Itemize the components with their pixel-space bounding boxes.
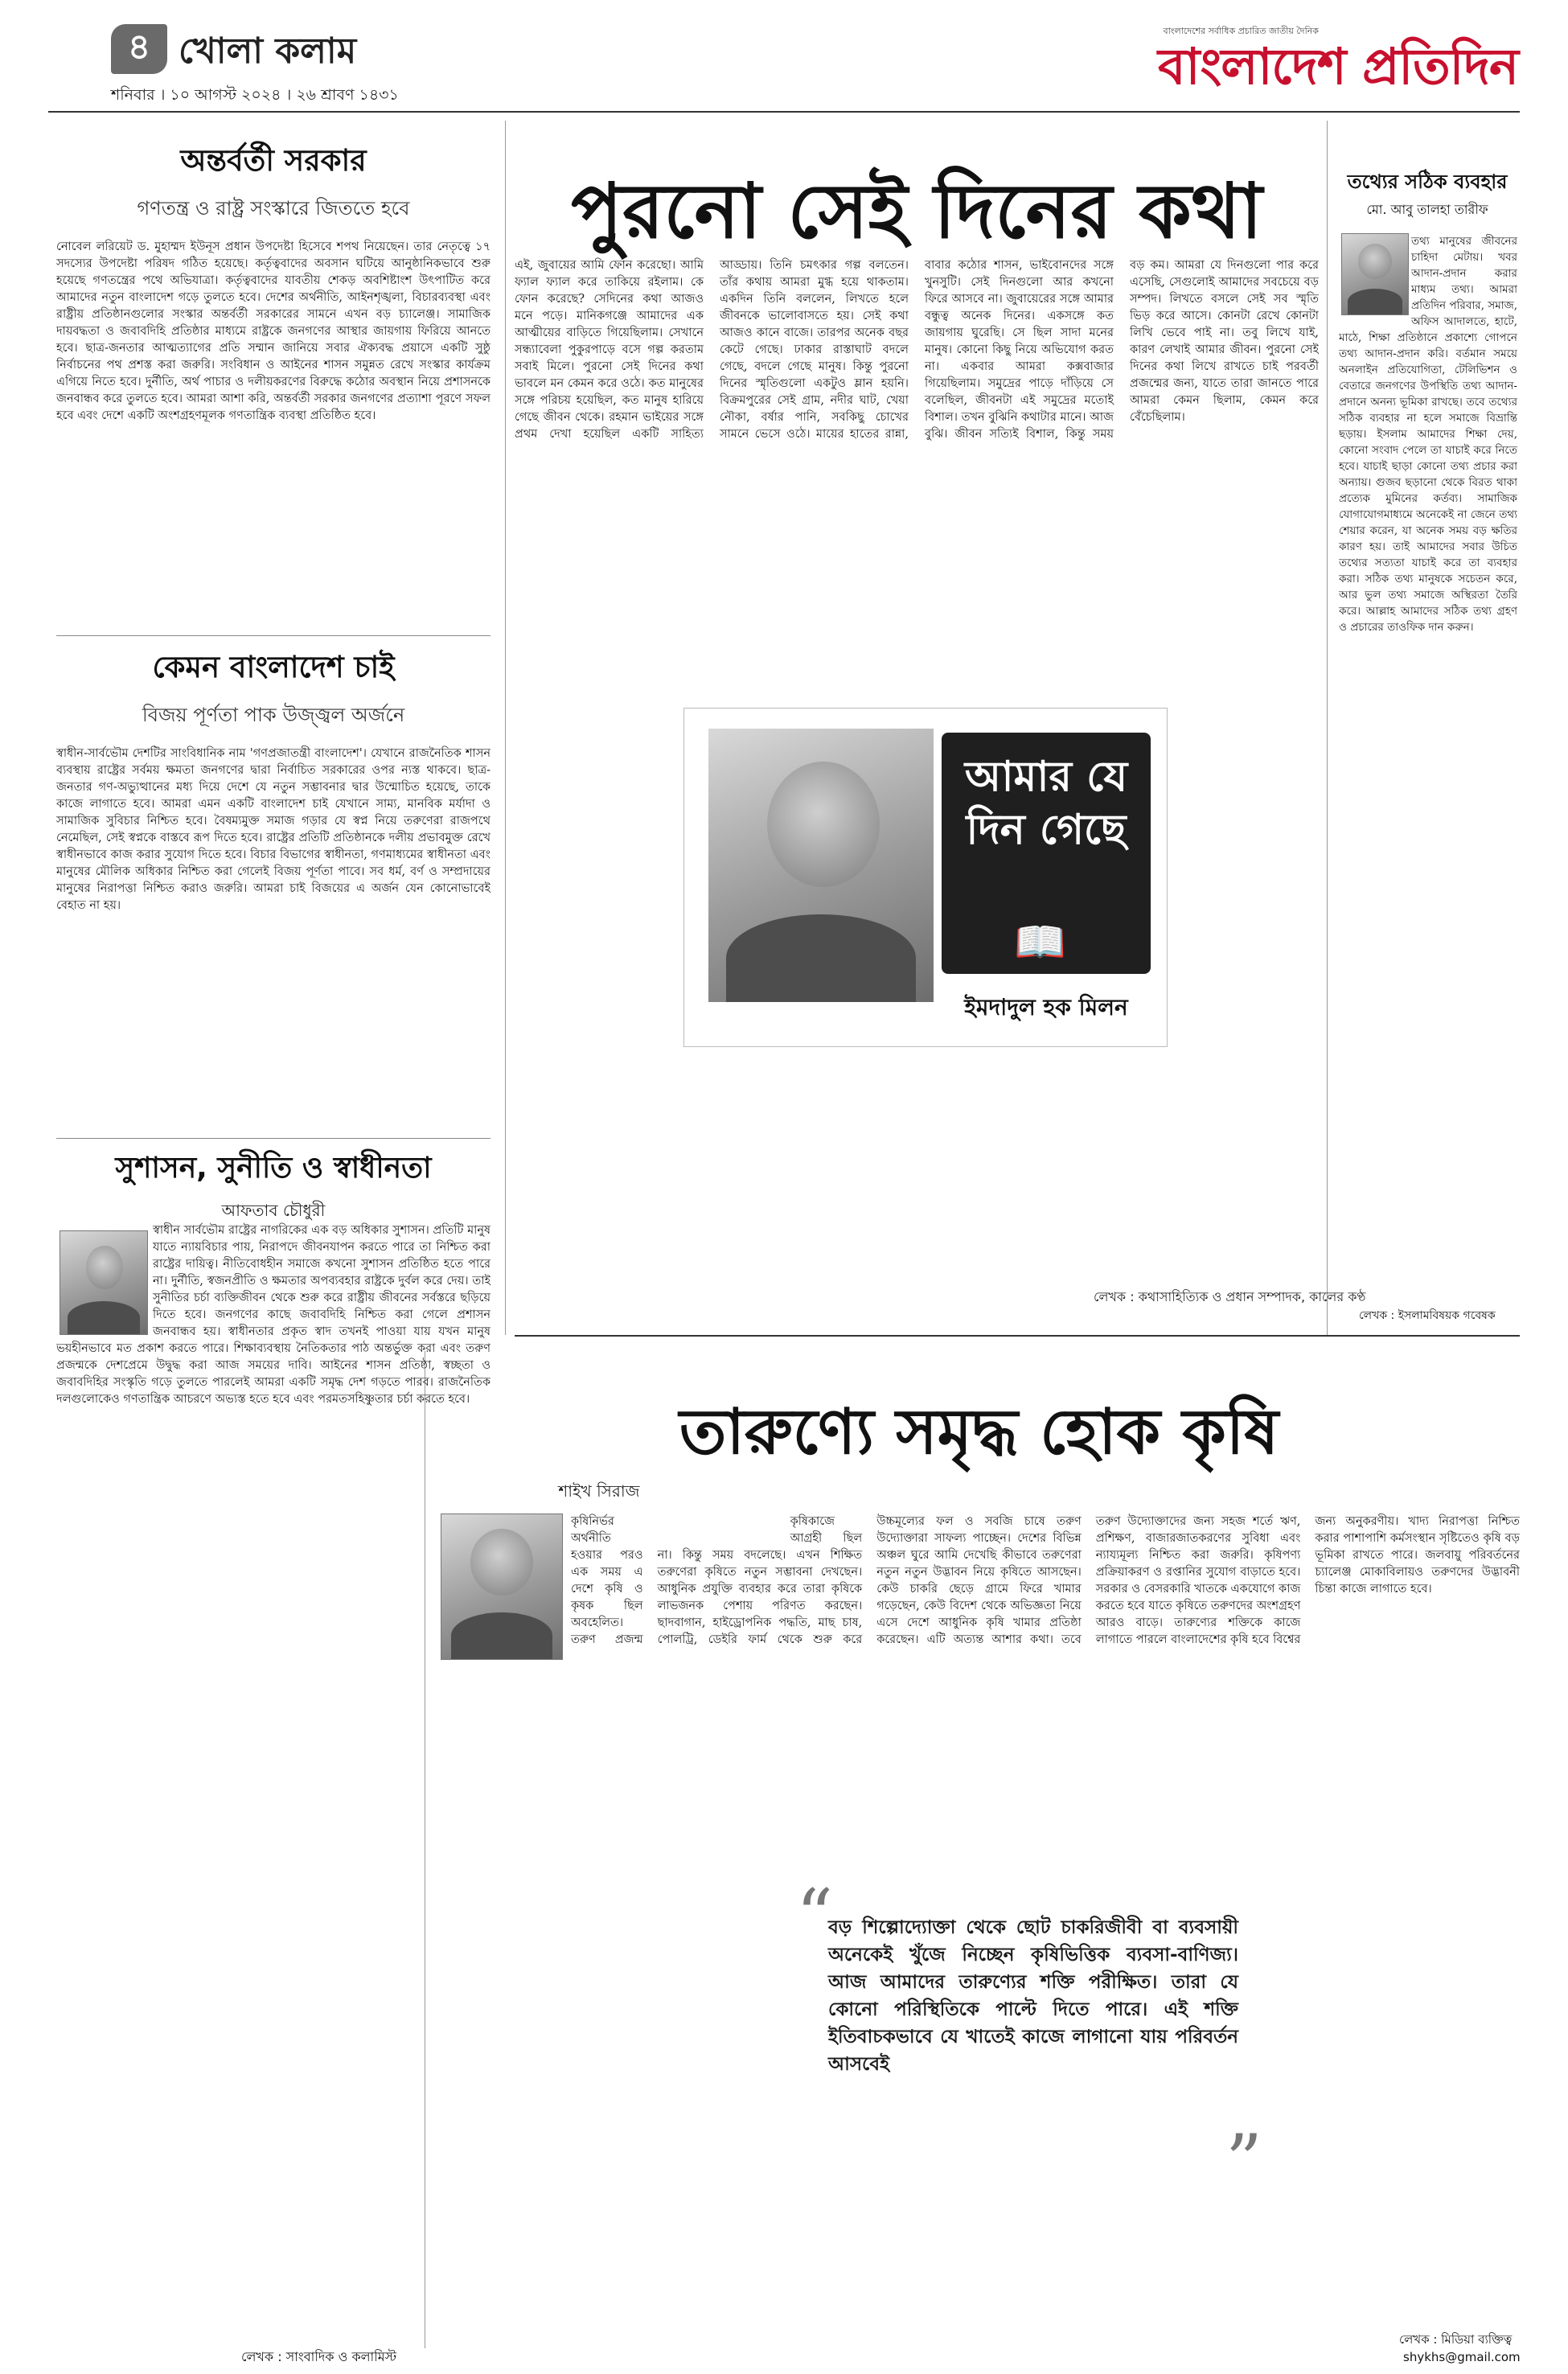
column-right-body: তথ্য মানুষের জীবনের চাহিদা মেটায়। খবর আদান-প্রদান করার মাধ্যম তথ্য। আমরা প্রতিদিন পরিবার, সমাজ, অফিস আদালতে, হাটে, মাঠে, শিক্ষা প্রতিষ্ঠানে প্রকাশ্যে গোপনে তথ্য আদান-প্রদান করি। বর্তমান সময়ে অনলাইন প্রতিযোগিতা, টেলিভিশন ও বেতারে জনগণের উপস্থিতি তথ্য আদান-প্রদানে অনন্য ভূমিকা রাখছে। তবে তথ্যের সঠিক ব্যবহার না হলে সমাজে বিভ্রান্তি ছড়ায়। ইসলাম আমাদের শিক্ষা দেয়, কোনো সংবাদ পেলে তা যাচাই করে নিতে হবে। যাচাই ছাড়া কোনো তথ্য প্রচার করা অন্যায়। গুজব ছড়ানো থেকে বিরত থাকা প্রত্যেক মুমিনের কর্তব্য। সামাজিক যোগাযোগমাধ্যমে অনেকেই না জেনে তথ্য শেয়ার করেন, যা অনেক সময় বড় ক্ষতির কারণ হয়। তাই আমাদের সবার উচিত তথ্যের সত্যতা যাচাই করে তা ব্যবহার করা। সঠিক তথ্য মানুষকে সচেতন করে, আর ভুল তথ্য সমাজে অস্থিরতা তৈরি করে। আল্লাহ আমাদের সঠিক তথ্য গ্রহণ ও প্রচারের তাওফিক দান করুন। (1339, 235, 1517, 634)
header-divider (48, 111, 1520, 113)
main-feature-body: এই, জুবায়ের আমি ফোন করেছো। আমি ফ্যাল ফ্যাল করে তাকিয়ে রইলাম। কে ফোন করেছে? সেদিনের কথা আজও মনে পড়ে। মানিকগঞ্জে আমাদের এক আত্মীয়ের বাড়িতে গিয়েছিলাম। সেখানে সন্ধ্যাবেলা পুকুরপাড়ে বসে গল্প করতাম সবাই মিলে। পুরনো সেই দিনের কথা ভাবলে মন কেমন করে ওঠে। কত মানুষের সঙ্গে পরিচয় হয়েছিল, কত মানুষ হারিয়ে গেছে জীবন থেকে। রহমান ভাইয়ের সঙ্গে প্রথম দেখা হয়েছিল একটি সাহিত্য আড্ডায়। তিনি চমৎকার গল্প বলতেন। তাঁর কথায় আমরা মুগ্ধ হয়ে থাকতাম। একদিন তিনি বললেন, লিখতে হলে জীবনকে ভালোবাসতে হয়। সেই কথা আজও কানে বাজে। তারপর অনেক বছর কেটে গেছে। ঢাকার রাস্তাঘাট বদলে গেছে, বদলে গেছে মানুষ। কিন্তু পুরনো দিনের স্মৃতিগুলো একটুও ম্লান হয়নি। বিক্রমপুরের সেই গ্রাম, নদীর ঘাট, খেয়া নৌকা, বর্ষার পানি, সবকিছু চোখের সামনে ভেসে ওঠে। মায়ের হাতের রান্না, বাবার কঠোর শাসন, ভাইবোনদের সঙ্গে খুনসুটি। সেই দিনগুলো আর কখনো ফিরে আসবে না। জুবায়েরের সঙ্গে আমার বন্ধুত্ব অনেক দিনের। একসঙ্গে কত জায়গায় ঘুরেছি। সে ছিল সাদা মনের মানুষ। কোনো কিছু নিয়ে অভিযোগ করত না। একবার আমরা কক্সবাজার গিয়েছিলাম। সমুদ্রের পাড়ে দাঁড়িয়ে সে বলেছিল, জীবনটা এই সমুদ্রের মতোই বিশাল। তখন বুঝিনি কথাটার মানে। আজ বুঝি। জীবন সত্যিই বিশাল, কিন্তু সময় বড় কম। আমরা যে দিনগুলো পার করে এসেছি, সেগুলোই আমাদের সবচেয়ে বড় সম্পদ। লিখতে বসলে সেই সব স্মৃতি ভিড় করে আসে। কোনটা রেখে কোনটা লিখি ভেবে পাই না। তবু লিখে যাই, কারণ লেখাই আমার জীবন। পুরনো সেই দিনের কথা লিখে রাখতে চাই পরবর্তী প্রজন্মের জন্য, যাতে তারা জানতে পারে আমরা কেমন ছিলাম, কেমন করে বেঁচেছিলাম। (515, 259, 1319, 441)
feature-graphic-box (683, 708, 1168, 1047)
column-left-title: সুশাসন, সুনীতি ও স্বাধীনতা (115, 1152, 432, 1185)
bottom-feature-signature: লেখক : মিডিয়া ব্যক্তিত্ব (1399, 2332, 1513, 2347)
bottom-feature-title: তারুণ্যে সমৃদ্ধ হোক কৃষি (679, 1396, 1279, 1468)
issue-date: শনিবার । ১০ আগস্ট ২০২৪ । ২৬ শ্রাবণ ১৪৩১ (111, 86, 399, 104)
series-title-plate (942, 733, 1151, 974)
open-quote-icon: “ (796, 1874, 834, 1958)
editorial-2-title: কেমন বাংলাদেশ চাই (152, 650, 395, 684)
editorial-2-body: স্বাধীন-সার্বভৌম দেশটির সাংবিধানিক নাম 'গণপ্রজাতন্ত্রী বাংলাদেশ'। যেখানে রাজনৈতিক শাসন ব্যবস্থায় রাষ্ট্রের সর্বময় ক্ষমতা জনগণের দ্বারা নির্বাচিত সরকারের ওপর ন্যস্ত থাকবে। ছাত্র-জনতার গণ-অভ্যুত্থানের মধ্য দিয়ে দেশে যে নতুন সম্ভাবনার দ্বার উন্মোচিত হয়েছে, তাকে কাজে লাগাতে হবে। আমরা এমন একটি বাংলাদেশ চাই যেখানে সাম্য, মানবিক মর্যাদা ও সামাজিক সুবিচার নিশ্চিত হবে। বৈষম্যমুক্ত সমাজ গড়ার যে স্বপ্ন নিয়ে তরুণেরা রাজপথে নেমেছিল, সেই স্বপ্নকে বাস্তবে রূপ দিতে হবে। রাষ্ট্রের প্রতিটি প্রতিষ্ঠানকে দলীয় প্রভাবমুক্ত রেখে স্বাধীনভাবে কাজ করার সুযোগ দিতে হবে। বিচার বিভাগের স্বাধীনতা, গণমাধ্যমের স্বাধীনতা এবং মানুষের মৌলিক অধিকার নিশ্চিত করা গেলেই বিজয় পূর্ণতা পাবে। সব ধর্ম, বর্ণ ও সম্প্রদায়ের মানুষের নিরাপত্তা নিশ্চিত করাও জরুরি। আমরা চাই বিজয়ের এ অর্জন যেন কোনোভাবেই বেহাত না হয়। (56, 747, 491, 912)
logo-tagline: বাংলাদেশের সর্বাধিক প্রচারিত জাতীয় দৈনিক (1163, 26, 1319, 36)
column-left-author: আফতাব চৌধুরী (221, 1201, 326, 1220)
editorial-1-title: অন্তর্বর্তী সরকার (180, 143, 367, 178)
section-divider (56, 635, 491, 636)
series-title: আমার যে দিন গেছে (964, 753, 1128, 854)
column-divider (505, 121, 506, 1335)
pull-quote-box (796, 1874, 1262, 2204)
column-right-title: তথ্যের সঠিক ব্যবহার (1347, 170, 1508, 193)
section-divider (515, 1335, 1520, 1337)
section-divider (56, 1138, 491, 1139)
column-left-body: স্বাধীন সার্বভৌম রাষ্ট্রের নাগরিকের এক বড় অধিকার সুশাসন। প্রতিটি মানুষ যাতে ন্যায়বিচার পায়, নিরাপদে জীবনযাপন করতে পারে তা নিশ্চিত করা রাষ্ট্রের দায়িত্ব। নীতিবোধহীন সমাজে কখনো সুশাসন প্রতিষ্ঠিত হতে পারে না। দুর্নীতি, স্বজনপ্রীতি ও ক্ষমতার অপব্যবহার রাষ্ট্রকে দুর্বল করে দেয়। তাই সুনীতির চর্চা ব্যক্তিজীবন থেকে শুরু করে রাষ্ট্রীয় জীবনের সর্বস্তরে ছড়িয়ে দিতে হবে। জনগণের কাছে জবাবদিহি নিশ্চিত করা গেলে প্রশাসন জনবান্ধব হয়। স্বাধীনতার প্রকৃত স্বাদ তখনই পাওয়া যায় যখন মানুষ ভয়হীনভাবে মত প্রকাশ করতে পারে। শিক্ষাব্যবস্থায় নৈতিকতার পাঠ অন্তর্ভুক্ত করা এবং তরুণ প্রজন্মকে দেশপ্রেমে উদ্বুদ্ধ করা আজ সময়ের দাবি। আইনের শাসন প্রতিষ্ঠা, স্বচ্ছতা ও জবাবদিহির সংস্কৃতি গড়ে তুলতে পারলেই আমরা একটি সমৃদ্ধ দেশ গড়তে পারব। রাজনৈতিক দলগুলোকেও গণতান্ত্রিক আচরণে অভ্যস্ত হতে হবে এবং পরমতসহিষ্ণুতার চর্চা করতে হবে। (56, 1224, 491, 1406)
bottom-feature-body: কৃষিনির্ভর অর্থনীতি হওয়ার পরও এক সময় এ দেশে কৃষি ও কৃষক ছিল অবহেলিত। তরুণ প্রজন্ম কৃষিকাজে আগ্রহী ছিল না। কিন্তু সময় বদলেছে। এখন শিক্ষিত তরুণেরা কৃষিতে নতুন সম্ভাবনা দেখছেন। আধুনিক প্রযুক্তি ব্যবহার করে তারা কৃষিকে লাভজনক পেশায় পরিণত করছেন। ছাদবাগান, হাইড্রোপনিক পদ্ধতি, মাছ চাষ, পোলট্রি, ডেইরি ফার্ম থেকে শুরু করে উচ্চমূল্যের ফল ও সবজি চাষে তরুণ উদ্যোক্তারা সাফল্য পাচ্ছেন। দেশের বিভিন্ন অঞ্চল ঘুরে আমি দেখেছি কীভাবে তরুণেরা নতুন নতুন উদ্ভাবন নিয়ে কৃষিতে আসছেন। কেউ চাকরি ছেড়ে গ্রামে ফিরে খামার গড়েছেন, কেউ বিদেশ থেকে অভিজ্ঞতা নিয়ে এসে দেশে আধুনিক কৃষি খামার প্রতিষ্ঠা করেছেন। এটি অত্যন্ত আশার কথা। তবে তরুণ উদ্যোক্তাদের জন্য সহজ শর্তে ঋণ, প্রশিক্ষণ, বাজারজাতকরণের সুবিধা এবং ন্যায্যমূল্য নিশ্চিত করা জরুরি। কৃষিপণ্য প্রক্রিয়াকরণ ও রপ্তানির সুযোগ বাড়াতে হবে। সরকার ও বেসরকারি খাতকে একযোগে কাজ করতে হবে যাতে কৃষিতে তরুণদের অংশগ্রহণ আরও বাড়ে। তারুণ্যের শক্তিকে কাজে লাগাতে পারলে বাংলাদেশের কৃষি হবে বিশ্বের জন্য অনুকরণীয়। খাদ্য নিরাপত্তা নিশ্চিত করার পাশাপাশি কর্মসংস্থান সৃষ্টিতেও কৃষি বড় ভূমিকা রাখতে পারে। জলবায়ু পরিবর্তনের চ্যালেঞ্জ মোকাবিলায়ও তরুণদের উদ্ভাবনী চিন্তা কাজে লাগাতে হবে। (571, 1515, 1520, 1646)
main-feature-title: পুরনো সেই দিনের কথা (571, 168, 1262, 256)
column-right-header (1339, 169, 1516, 221)
page-number-badge: ৪ (111, 24, 167, 74)
editorial-1-subtitle: গণতন্ত্র ও রাষ্ট্র সংস্কারে জিততে হবে (137, 197, 410, 220)
main-feature-signature: লেখক : কথাসাহিত্যিক ও প্রধান সম্পাদক, কালের কণ্ঠ (1094, 1289, 1366, 1304)
editorial-2-subtitle: বিজয় পূর্ণতা পাক উজ্জ্বল অর্জনে (142, 704, 405, 726)
newspaper-logo: বাংলাদেশ প্রতিদিন (1158, 37, 1518, 96)
editorial-1 (56, 137, 491, 673)
editorial-2 (56, 643, 491, 1180)
pull-quote: বড় শিল্পোদ্যোক্তা থেকে ছোট চাকরিজীবী বা ব্যবসায়ী অনেকেই খুঁজে নিচ্ছেন কৃষিভিত্তিক ব্যবসা-বাণিজ্য। আজ আমাদের তারুণ্যের শক্তি পরীক্ষিত। তারা যে কোনো পরিস্থিতিকে পাল্টে দিতে পারে। এই শক্তি ইতিবাচকভাবে যে খাতেই কাজে লাগানো যায় পরিবর্তন আসবেই (828, 1917, 1238, 2075)
section-title: খোলা কলাম (179, 31, 357, 72)
book-icon: 📖 (1014, 918, 1066, 967)
column-left-header (56, 1146, 491, 1226)
column-divider (1327, 121, 1328, 1335)
close-quote-icon: ” (1225, 2119, 1262, 2204)
author-email: shykhs@gmail.com (1403, 2350, 1521, 2364)
author-portrait (708, 729, 934, 1002)
bottom-feature-author: শাইখ সিরাজ (558, 1481, 640, 1501)
editorial-1-body: নোবেল লরিয়েট ড. মুহাম্মদ ইউনূস প্রধান উপদেষ্টা হিসেবে শপথ নিয়েছেন। তার নেতৃত্বে ১৭ সদস্যের উপদেষ্টা পরিষদ গঠিত হয়েছে। কর্তৃত্ববাদের অবসান ঘটিয়ে আনুষ্ঠানিকভাবে শুরু হয়েছে গণতন্ত্রের পথে অভিযাত্রা। কর্তৃত্ববাদের যাবতীয় শেকড় অবশিষ্টাংশ উৎপাটিত করে আমাদের নতুন বাংলাদেশ গড়ে তুলতে হবে। দেশের অর্থনীতি, আইনশৃঙ্খলা, বিচারব্যবস্থা এবং রাষ্ট্রীয় প্রতিষ্ঠানগুলোর সংস্কার অন্তর্বর্তী সরকারের সামনে এখন বড় চ্যালেঞ্জ। সামাজিক দায়বদ্ধতা ও জবাবদিহি প্রতিষ্ঠার মাধ্যমে রাষ্ট্রকে জনগণের আস্থার জায়গায় ফিরিয়ে আনতে হবে। ছাত্র-জনতার আত্মত্যাগের প্রতি সম্মান জানিয়ে সবার ঐক্যবদ্ধ প্রয়াসে একটি সুষ্ঠু নির্বাচনের পথ প্রশস্ত করা জরুরি। সংবিধান ও আইনের শাসন সমুন্নত রেখে সংস্কার কার্যক্রম এগিয়ে নিতে হবে। দুর্নীতি, অর্থ পাচার ও দলীয়করণের বিরুদ্ধে কঠোর অবস্থান নিয়ে প্রশাসনকে জনবান্ধব করে তুলতে হবে। আমরা আশা করি, অন্তর্বর্তী সরকার জনগণের প্রত্যাশা পূরণে সফল হবে এবং দেশে একটি অংশগ্রহণমূলক গণতান্ত্রিক ব্যবস্থা প্রতিষ্ঠিত হবে। (56, 240, 491, 422)
main-feature-author: ইমদাদুল হক মিলন (964, 994, 1128, 1021)
column-right-author: মো. আবু তালহা তারীফ (1366, 202, 1488, 217)
column-left-signature: লেখক : সাংবাদিক ও কলামিস্ট (241, 2349, 397, 2364)
column-right-signature: লেখক : ইসলামবিষয়ক গবেষক (1359, 1309, 1496, 1322)
